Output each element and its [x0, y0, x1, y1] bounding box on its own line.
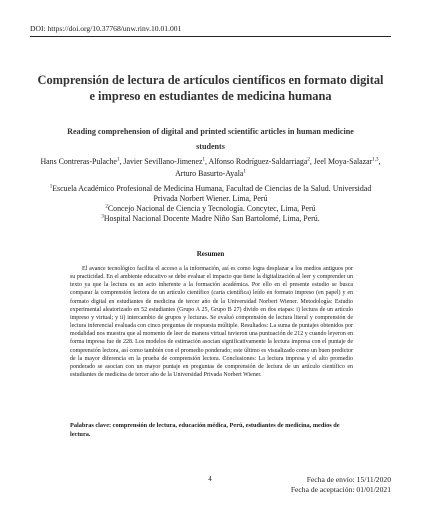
affiliation-list	[38, 184, 383, 224]
accepted-date: Fecha de aceptación: 01/01/2021	[290, 485, 391, 494]
author-name: Arturo Basurto-Ayala	[175, 169, 244, 178]
affiliation-text: Escuela Académico Profesional de Medicina Humana, Facultad de Ciencias de la Salud. Universidad Privada Norbert Wiener. Lima, Perú	[52, 184, 372, 203]
header-rule	[30, 36, 391, 37]
affiliation-item	[38, 184, 383, 204]
abstract-text: El avance tecnológico facilita el acceso a la información, así es como logra desplazar a los medios antiguos por su practicidad. En el ambiente educativo se debe evaluar el impacto que tiene la digitalización al leer y comprender un texto ya que la lectura es un acto inherente a la formación académica. Por ello en el presente estudio se busca comparar la comprensión lectora de un artículo científico (carta científica) leído en formato impreso (en papel) y en formato digital en estudiantes de medicina de tercer año de la Universidad Norbert Wiener. Metodología: Estudio experimental aleatorizado en 52 estudiantes (Grupo A 25, Grupo B 27) divido en dos etapas: i) lectura de un artículo impreso y virtual; y ii) intercambio de grupos y lecturas. Se evaluó comprensión de lectura literal y comprensión de lectura inferencial evaluada con cinco preguntas de respuesta múltiple. Resultados: La suma de puntajes obtenidos por modalidad nos muestra que al momento de leer de manera virtual tuvieron una puntuación de 212 y cuando leyeron en forma impresa fue de 228. Los modelos de estimación asocian significativamente la lectura impresa con el puntaje de comprensión lectora, así como también con el promedio ponderado; este último es visualizado como un buen predictor de la mayor diferencia en la prueba de comprensión lectora. Conclusiones: La lectura impresa y el alto promedio ponderado se asocian con un mayor puntaje en preguntas de comprensión de lectura de un artículo científico en estudiantes de medicina de tercer año de la Universidad Privada Norbert Wiener.	[70, 266, 353, 379]
submission-dates	[250, 475, 391, 495]
keywords: Palabras clave: comprensión de lectura, educación médica, Perú, estudiantes de medicina, medios de lectura.	[70, 422, 340, 438]
affiliation-marker: 3	[101, 214, 104, 220]
article-title: Comprensión de lectura de artículos científicos en formato digital e impreso en estudiantes de medicina humana	[37, 73, 384, 103]
affiliation-text: Concejo Nacional de Ciencia y Tecnología. Concytec, Lima, Perú	[107, 204, 316, 213]
author-affiliation-marker: 1	[202, 157, 205, 163]
author-list: Hans Contreras-Pulache$^1$, Javier Sevillano-Jimenez$^1$, Alfonso Rodríguez-Saldarriaga$^2$, Jeel Moya-Salazar$^{1,3}$, Arturo Basurto-Ayala$^1$	[40, 157, 381, 178]
affiliation-marker: 1	[49, 184, 53, 190]
author-name: Hans Contreras-Pulache	[40, 157, 117, 166]
page-number: 4	[208, 475, 212, 483]
sent-date: Fecha de envío: 15/11/2020	[306, 475, 391, 484]
author-affiliation-marker: 1	[116, 157, 120, 163]
author-affiliation-marker: 1	[243, 169, 246, 175]
affiliation-item	[38, 214, 383, 224]
abstract-heading: Resumen	[196, 250, 225, 258]
author-name: Javier Sevillano-Jimenez	[123, 157, 203, 166]
affiliation-text: Hospital Nacional Docente Madre Niño San Bartolomé, Lima, Perú.	[103, 214, 320, 223]
affiliation-item	[38, 204, 383, 214]
doi-link[interactable]: DOI: https://doi.org/10.37768/unw.rinv.10.01.001	[30, 24, 182, 33]
author-affiliation-marker: 1,3	[372, 157, 379, 163]
author-affiliation-marker: 2	[307, 157, 310, 163]
author-name: Jeel Moya-Salazar	[313, 157, 373, 166]
article-subtitle: Reading comprehension of digital and printed scientific articles in human medicine students	[67, 127, 354, 151]
author-name: Alfonso Rodríguez-Saldarriaga	[208, 157, 308, 166]
affiliation-marker: 2	[105, 204, 108, 210]
